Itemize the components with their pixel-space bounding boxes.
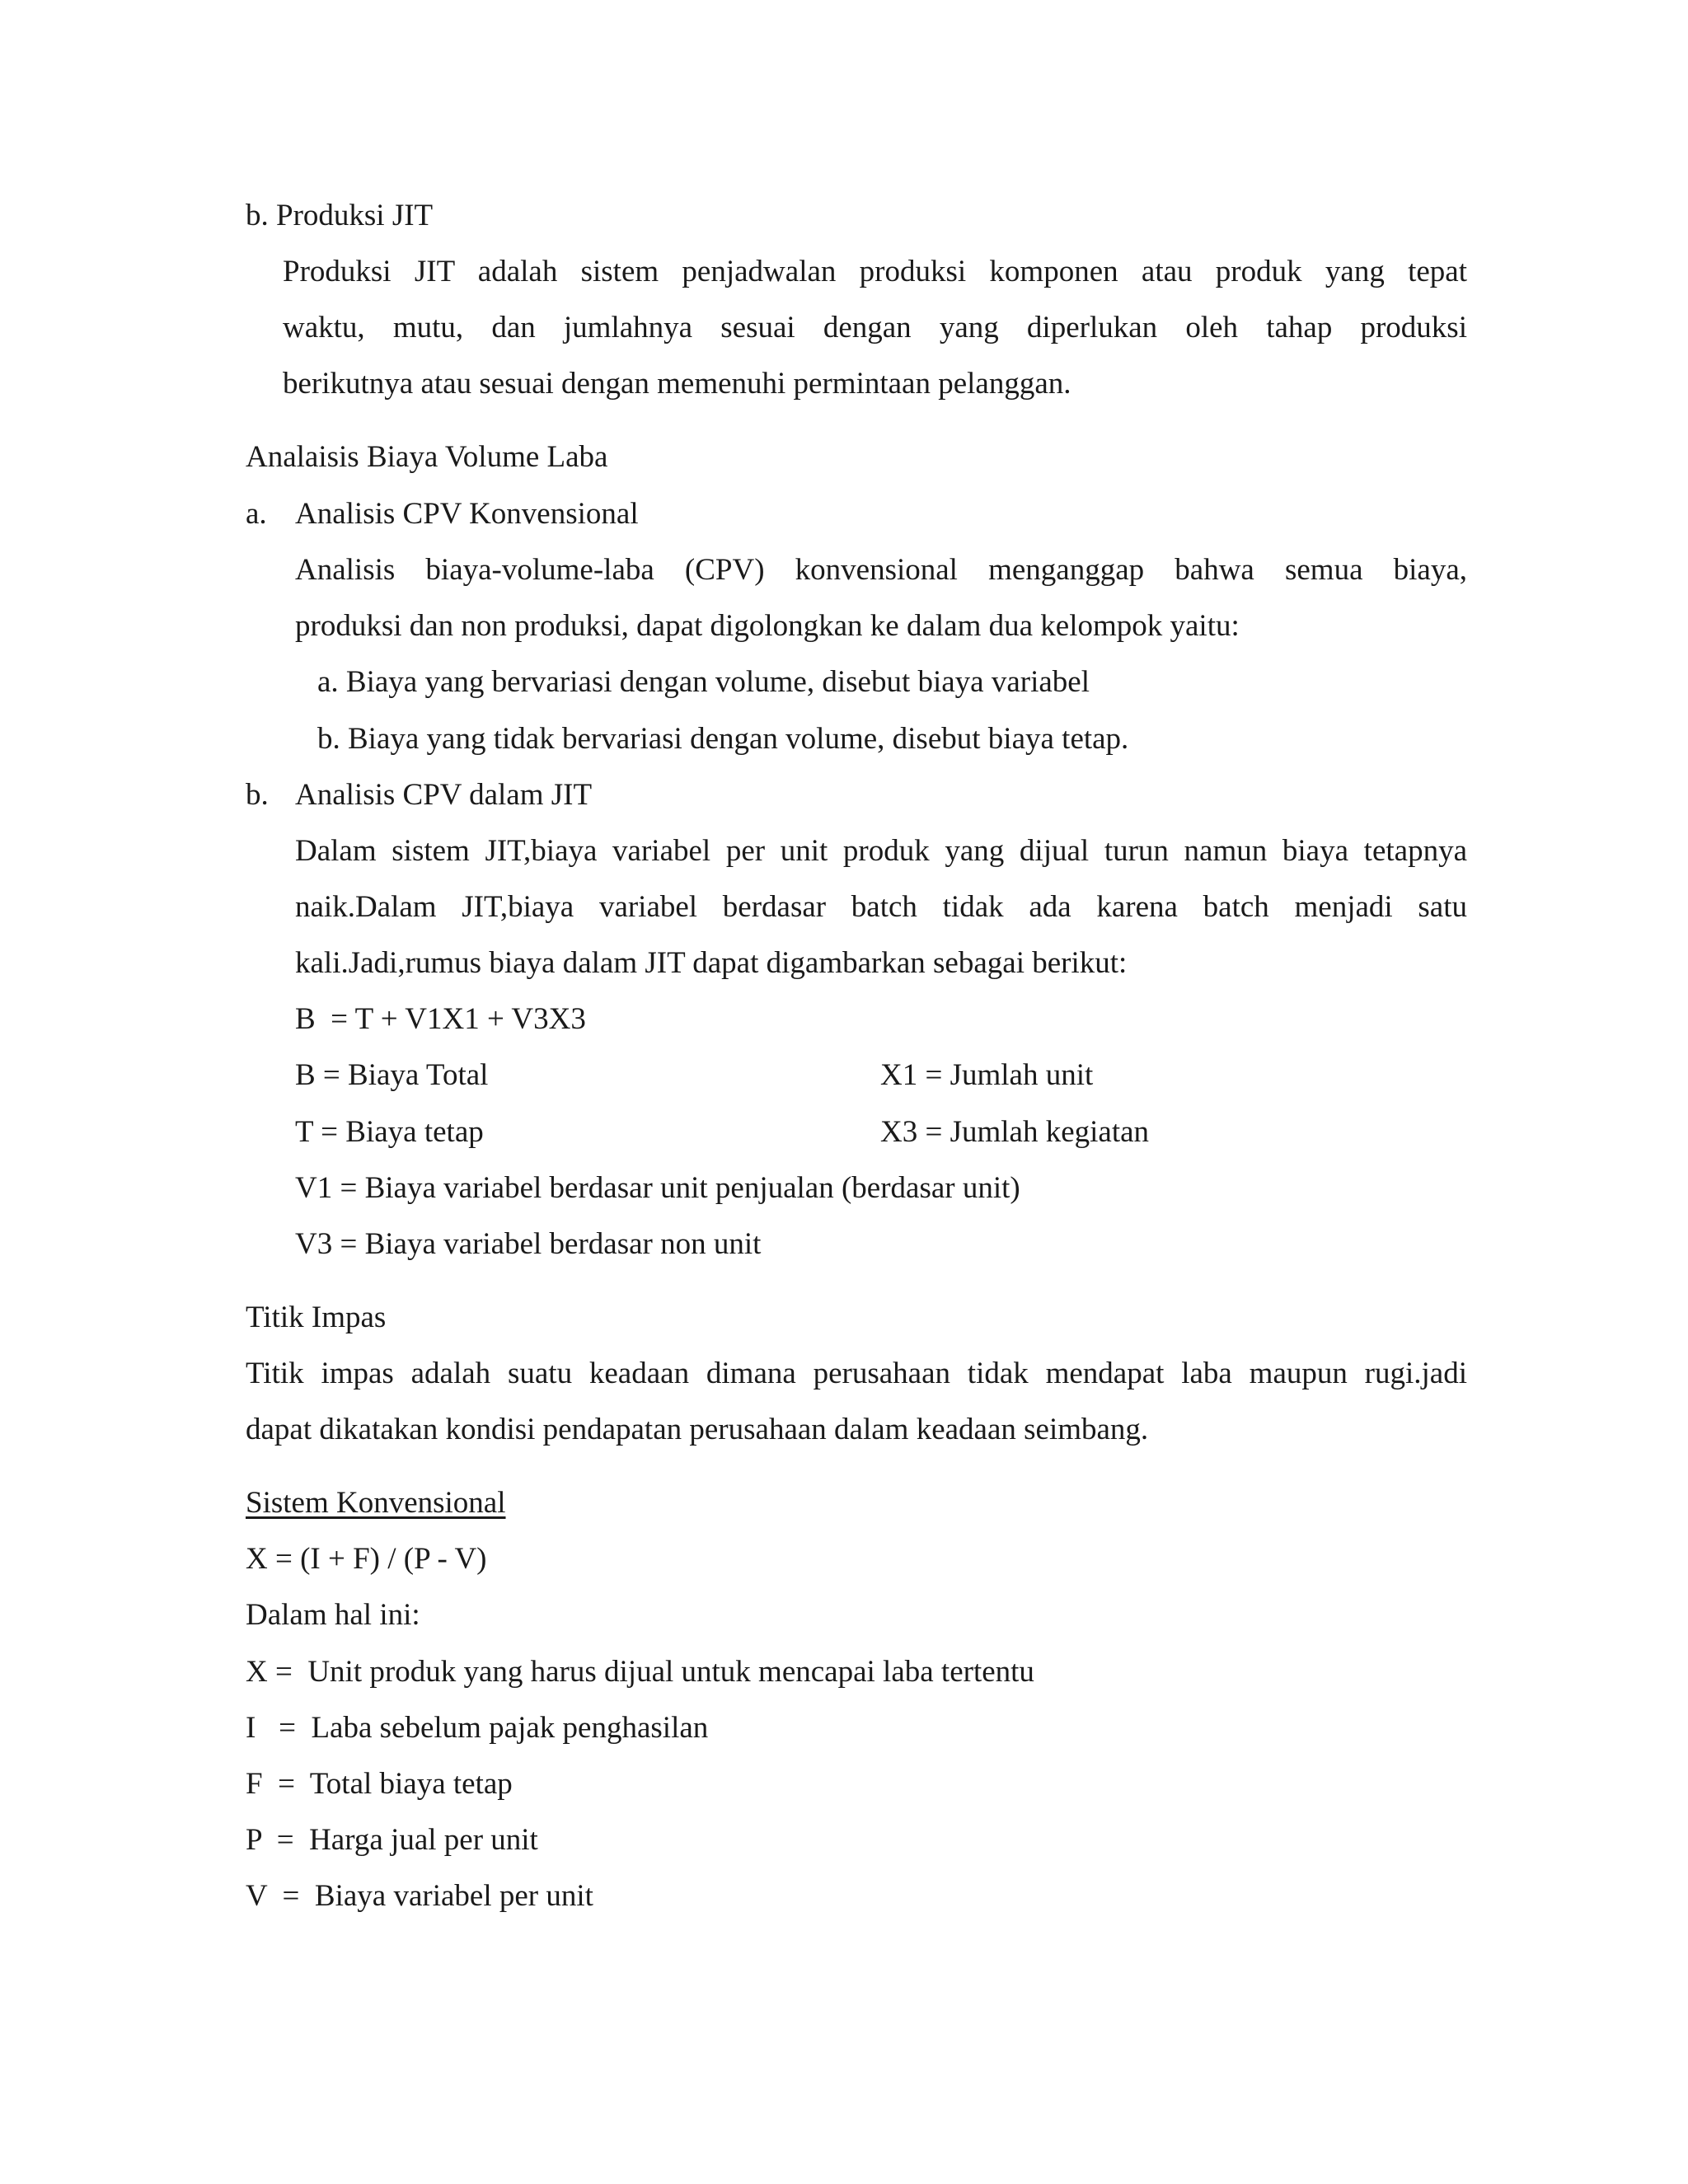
list-item: b. Biaya yang tidak bervariasi dengan volume, disebut biaya tetap. xyxy=(317,722,1129,756)
list-item: a. Biaya yang bervariasi dengan volume, disebut biaya variabel xyxy=(317,665,1090,699)
legend-item: X3 = Jumlah kegiatan xyxy=(880,1115,1150,1149)
definition-item: X = Unit produk yang harus dijual untuk mencapai laba tertentu xyxy=(246,1655,1034,1689)
section-heading-produksi-jit: b. Produksi JIT xyxy=(246,199,434,232)
paragraph-line: dapat dikatakan kondisi pendapatan perusahaan dalam keadaan seimbang. xyxy=(246,1413,1149,1446)
paragraph-line: naik.Dalam JIT,biaya variabel berdasar batch tidak ada karena batch menjadi satu xyxy=(295,890,1467,924)
formula-break-even: X = (I + F) / (P - V) xyxy=(246,1542,487,1576)
paragraph-line: Analisis biaya-volume-laba (CPV) konvensional menganggap bahwa semua biaya, xyxy=(295,553,1467,587)
list-marker: a. xyxy=(246,497,267,531)
section-heading-titik-impas: Titik Impas xyxy=(246,1301,387,1334)
paragraph-line: produksi dan non produksi, dapat digolongkan ke dalam dua kelompok yaitu: xyxy=(295,609,1240,643)
definition-item: I = Laba sebelum pajak penghasilan xyxy=(246,1711,709,1745)
definition-item: V = Biaya variabel per unit xyxy=(246,1879,593,1913)
formula-jit-cost: B = T + V1X1 + V3X3 xyxy=(295,1002,586,1036)
section-heading-cvp: Analaisis Biaya Volume Laba xyxy=(246,440,608,474)
paragraph-line: Produksi JIT adalah sistem penjadwalan produksi komponen atau produk yang tepat xyxy=(283,255,1467,288)
paragraph-line: Dalam sistem JIT,biaya variabel per unit produk yang dijual turun namun biaya tetapnya xyxy=(295,834,1467,868)
legend-item: X1 = Jumlah unit xyxy=(880,1058,1094,1092)
paragraph-line: Titik impas adalah suatu keadaan dimana perusahaan tidak mendapat laba maupun rugi.jadi xyxy=(246,1357,1467,1390)
section-heading-sistem-konvensional: Sistem Konvensional xyxy=(246,1486,506,1520)
paragraph-line: waktu, mutu, dan jumlahnya sesuai dengan yang diperlukan oleh tahap produksi xyxy=(283,311,1467,344)
paragraph-line: berikutnya atau sesuai dengan memenuhi permintaan pelanggan. xyxy=(283,367,1071,401)
definition-item: P = Harga jual per unit xyxy=(246,1823,538,1857)
list-marker: b. xyxy=(246,778,269,812)
paragraph-line: kali.Jadi,rumus biaya dalam JIT dapat digambarkan sebagai berikut: xyxy=(295,946,1128,980)
definitions-intro: Dalam hal ini: xyxy=(246,1598,420,1632)
subsection-title-cpv-konvensional: Analisis CPV Konvensional xyxy=(295,497,639,531)
subsection-title-cpv-jit: Analisis CPV dalam JIT xyxy=(295,778,593,812)
legend-item: V3 = Biaya variabel berdasar non unit xyxy=(295,1227,762,1261)
definition-item: F = Total biaya tetap xyxy=(246,1767,513,1801)
legend-item: T = Biaya tetap xyxy=(295,1115,484,1149)
legend-item: V1 = Biaya variabel berdasar unit penjualan (berdasar unit) xyxy=(295,1171,1020,1205)
legend-item: B = Biaya Total xyxy=(295,1058,489,1092)
